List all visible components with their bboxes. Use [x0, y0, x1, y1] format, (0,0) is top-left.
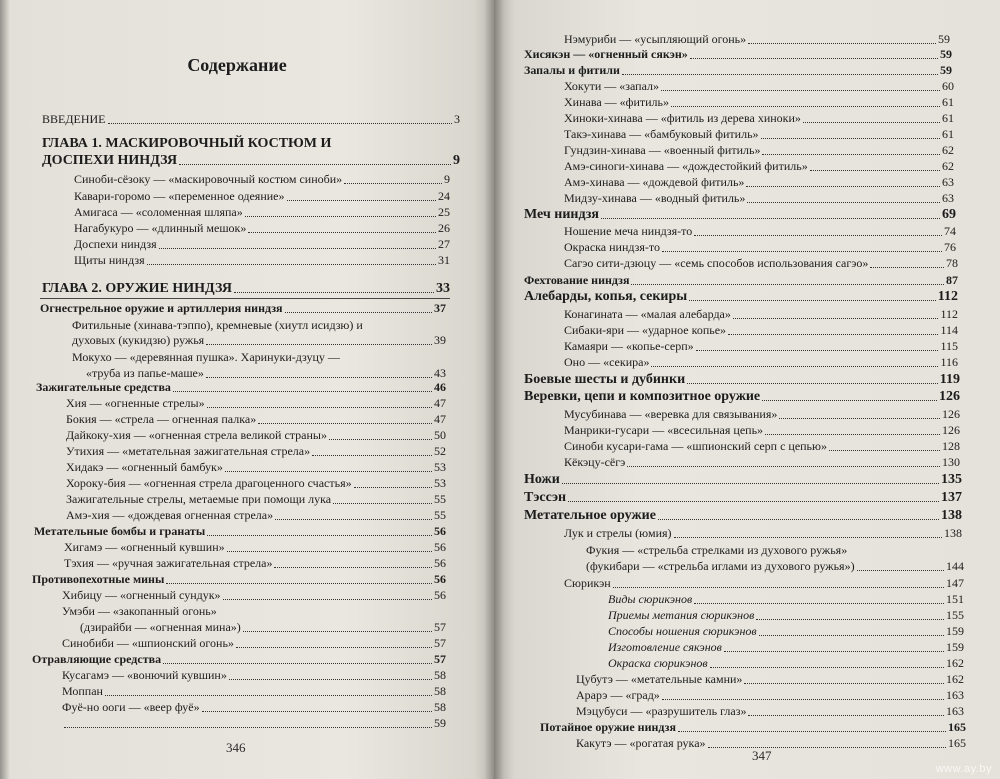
- toc-entry[interactable]: Боевые шесты и дубинки 119: [524, 372, 960, 387]
- toc-entry[interactable]: ГЛАВА 2. ОРУЖИЕ НИНДЗЯ 33: [42, 281, 450, 296]
- toc-entry[interactable]: Нэмуриби — «усыпляющий огонь» 59: [564, 32, 950, 46]
- toc-entry[interactable]: Хигамэ — «огненный кувшин» 56: [64, 540, 446, 554]
- toc-entry[interactable]: Изготовление сякэнов 159: [608, 640, 964, 654]
- toc-entry[interactable]: Огнестрельное оружие и артиллерия ниндзя 37: [40, 301, 446, 315]
- toc-entry[interactable]: Окраска ниндзя-то 76: [564, 240, 956, 254]
- toc-entry[interactable]: ДОСПЕХИ НИНДЗЯ 9: [42, 153, 460, 168]
- watermark: www.ay.by: [935, 763, 992, 775]
- toc-entry[interactable]: Щиты ниндзя 31: [74, 253, 450, 267]
- toc-entry[interactable]: Какутэ — «рогатая рука» 165: [576, 736, 966, 750]
- toc-entry[interactable]: Окраска сюрикэнов 162: [608, 656, 964, 670]
- toc-entry[interactable]: Хиноки-хинава — «фитиль из дерева хиноки» 61: [564, 111, 954, 125]
- toc-entry[interactable]: Метательное оружие 138: [524, 508, 962, 523]
- toc-entry[interactable]: Синоби кусари-гама — «шпионский серп с цепью» 128: [564, 439, 960, 453]
- toc-entry[interactable]: Амэ-синоги-хинава — «дождестойкий фитиль» 62: [564, 159, 954, 173]
- toc-entry[interactable]: Меч ниндзя 69: [524, 207, 956, 222]
- toc-entry[interactable]: Амэ-хинава — «дождевой фитиль» 63: [564, 175, 954, 189]
- section-rule: [40, 298, 450, 299]
- toc-entry[interactable]: Ношение меча ниндзя-то 74: [564, 224, 956, 238]
- toc-entry[interactable]: Хинава — «фитиль» 61: [564, 95, 954, 109]
- toc-entry[interactable]: Мусубинава — «веревка для связывания» 126: [564, 407, 960, 421]
- toc-entry[interactable]: Цубутэ — «метательные камни» 162: [576, 672, 964, 686]
- toc-entry[interactable]: Алебарды, копья, секиры 112: [524, 289, 958, 304]
- toc-entry[interactable]: Кёкэцу-сёгэ 130: [564, 455, 960, 469]
- toc-entry[interactable]: Такэ-хинава — «бамбуковый фитиль» 61: [564, 127, 954, 141]
- toc-line: Фитильные (хинава-тэппо), кремневые (хиутл исидзю) и: [72, 318, 363, 332]
- toc-entry[interactable]: ВВЕДЕНИЕ 3: [42, 112, 460, 126]
- chapter-heading: ГЛАВА 1. МАСКИРОВОЧНЫЙ КОСТЮМ И: [42, 136, 332, 151]
- toc-entry[interactable]: Мэцубуси — «разрушитель глаз» 163: [576, 704, 964, 718]
- toc-entry[interactable]: Фехтование ниндзя 87: [524, 273, 958, 287]
- toc-entry[interactable]: «труба из папье-маше» 43: [86, 366, 446, 380]
- toc-line: Умэби — «закопанный огонь»: [62, 604, 217, 618]
- toc-entry[interactable]: Нагабукуро — «длинный мешок» 26: [74, 221, 450, 235]
- toc-entry[interactable]: Сагэо сити-дзюцу — «семь способов использования сагэо» 78: [564, 256, 958, 270]
- toc-entry[interactable]: Сибаки-яри — «ударное копье» 114: [564, 323, 958, 337]
- toc-entry[interactable]: Амэ-хия — «дождевая огненная стрела» 55: [66, 508, 446, 522]
- toc-entry[interactable]: духовых (кукидзю) ружья 39: [72, 333, 446, 347]
- toc-entry[interactable]: Хидакэ — «огненный бамбук» 53: [66, 460, 446, 474]
- toc-entry[interactable]: (дзирайби — «огненная мина») 57: [80, 620, 446, 634]
- toc-entry[interactable]: Моппан 58: [62, 684, 446, 698]
- toc-entry[interactable]: Доспехи ниндзя 27: [74, 237, 450, 251]
- toc-entry[interactable]: Тэссэн 137: [524, 490, 962, 505]
- toc-entry[interactable]: Запалы и фитили 59: [524, 63, 952, 77]
- page-number: 347: [752, 748, 772, 763]
- left-page: [0, 0, 494, 779]
- toc-entry[interactable]: Амигаса — «соломенная шляпа» 25: [74, 205, 450, 219]
- toc-entry[interactable]: Кусагамэ — «вонючий кувшин» 58: [62, 668, 446, 682]
- toc-entry[interactable]: Потайное оружие ниндзя 165: [540, 720, 966, 734]
- toc-entry[interactable]: Хокути — «запал» 60: [564, 79, 954, 93]
- toc-entry[interactable]: Утихия — «метательная зажигательная стрела» 52: [66, 444, 446, 458]
- toc-entry[interactable]: Камаяри — «копье-серп» 115: [564, 339, 958, 353]
- toc-entry[interactable]: Хибицу — «огненный сундук» 56: [62, 588, 446, 602]
- toc-entry[interactable]: Отравляющие средства 57: [32, 652, 446, 666]
- toc-entry[interactable]: (фукибари — «стрельба иглами из духового ружья») 144: [586, 559, 964, 573]
- toc-entry[interactable]: Бокия — «стрела — огненная палка» 47: [66, 412, 446, 426]
- toc-entry[interactable]: Фуё-но ооги — «веер фуё» 58: [62, 700, 446, 714]
- toc-line: Фукия — «стрельба стрелками из духового ружья»: [586, 543, 848, 557]
- toc-line: Мокухо — «деревянная пушка». Харинуки-дзуцу —: [72, 350, 340, 364]
- toc-entry[interactable]: Синоби-сёзоку — «маскировочный костюм синоби» 9: [74, 172, 450, 186]
- toc-entry[interactable]: Дайкоку-хия — «огненная стрела великой страны» 50: [66, 428, 446, 442]
- toc-entry[interactable]: Хороку-бия — «огненная стрела драгоценного счастья» 53: [66, 476, 446, 490]
- toc-entry[interactable]: Оно — «секира» 116: [564, 355, 958, 369]
- toc-entry[interactable]: Мидзу-хинава — «водный фитиль» 63: [564, 191, 954, 205]
- contents-title: Содержание: [187, 55, 287, 75]
- toc-entry[interactable]: Виды сюрикэнов 151: [608, 592, 964, 606]
- toc-entry[interactable]: Арарэ — «град» 163: [576, 688, 964, 702]
- toc-entry[interactable]: Зажигательные стрелы, метаемые при помощи лука 55: [66, 492, 446, 506]
- toc-entry[interactable]: Сюрикэн 147: [564, 576, 964, 590]
- toc-entry[interactable]: Конагината — «малая алебарда» 112: [564, 307, 958, 321]
- toc-entry[interactable]: 59: [62, 716, 446, 731]
- right-page: [494, 0, 1000, 779]
- toc-entry[interactable]: Тэхия — «ручная зажигательная стрела» 56: [64, 556, 446, 570]
- page-edge-shadow: [0, 0, 10, 779]
- toc-entry[interactable]: Метательные бомбы и гранаты 56: [34, 524, 446, 538]
- toc-entry[interactable]: Хия — «огненные стрелы» 47: [66, 396, 446, 410]
- toc-entry[interactable]: Синобиби — «шпионский огонь» 57: [62, 636, 446, 650]
- toc-entry[interactable]: Противопехотные мины 56: [32, 572, 446, 586]
- toc-entry[interactable]: Зажигательные средства 46: [36, 380, 446, 394]
- book-gutter: [484, 0, 504, 779]
- toc-entry[interactable]: Манрики-гусари — «всесильная цепь» 126: [564, 423, 960, 437]
- toc-entry[interactable]: Гундзин-хинава — «военный фитиль» 62: [564, 143, 954, 157]
- toc-entry[interactable]: Способы ношения сюрикэнов 159: [608, 624, 964, 638]
- toc-entry[interactable]: Ножи 135: [524, 472, 962, 487]
- toc-entry[interactable]: Хисякэн — «огненный сякэн» 59: [524, 47, 952, 61]
- toc-entry[interactable]: Веревки, цепи и композитное оружие 126: [524, 389, 960, 404]
- toc-entry[interactable]: Лук и стрелы (юмия) 138: [564, 526, 962, 540]
- toc-entry[interactable]: Кавари-горомо — «переменное одеяние» 24: [74, 189, 450, 203]
- toc-entry[interactable]: Приемы метания сюрикэнов 155: [608, 608, 964, 622]
- page-number: 346: [226, 740, 246, 755]
